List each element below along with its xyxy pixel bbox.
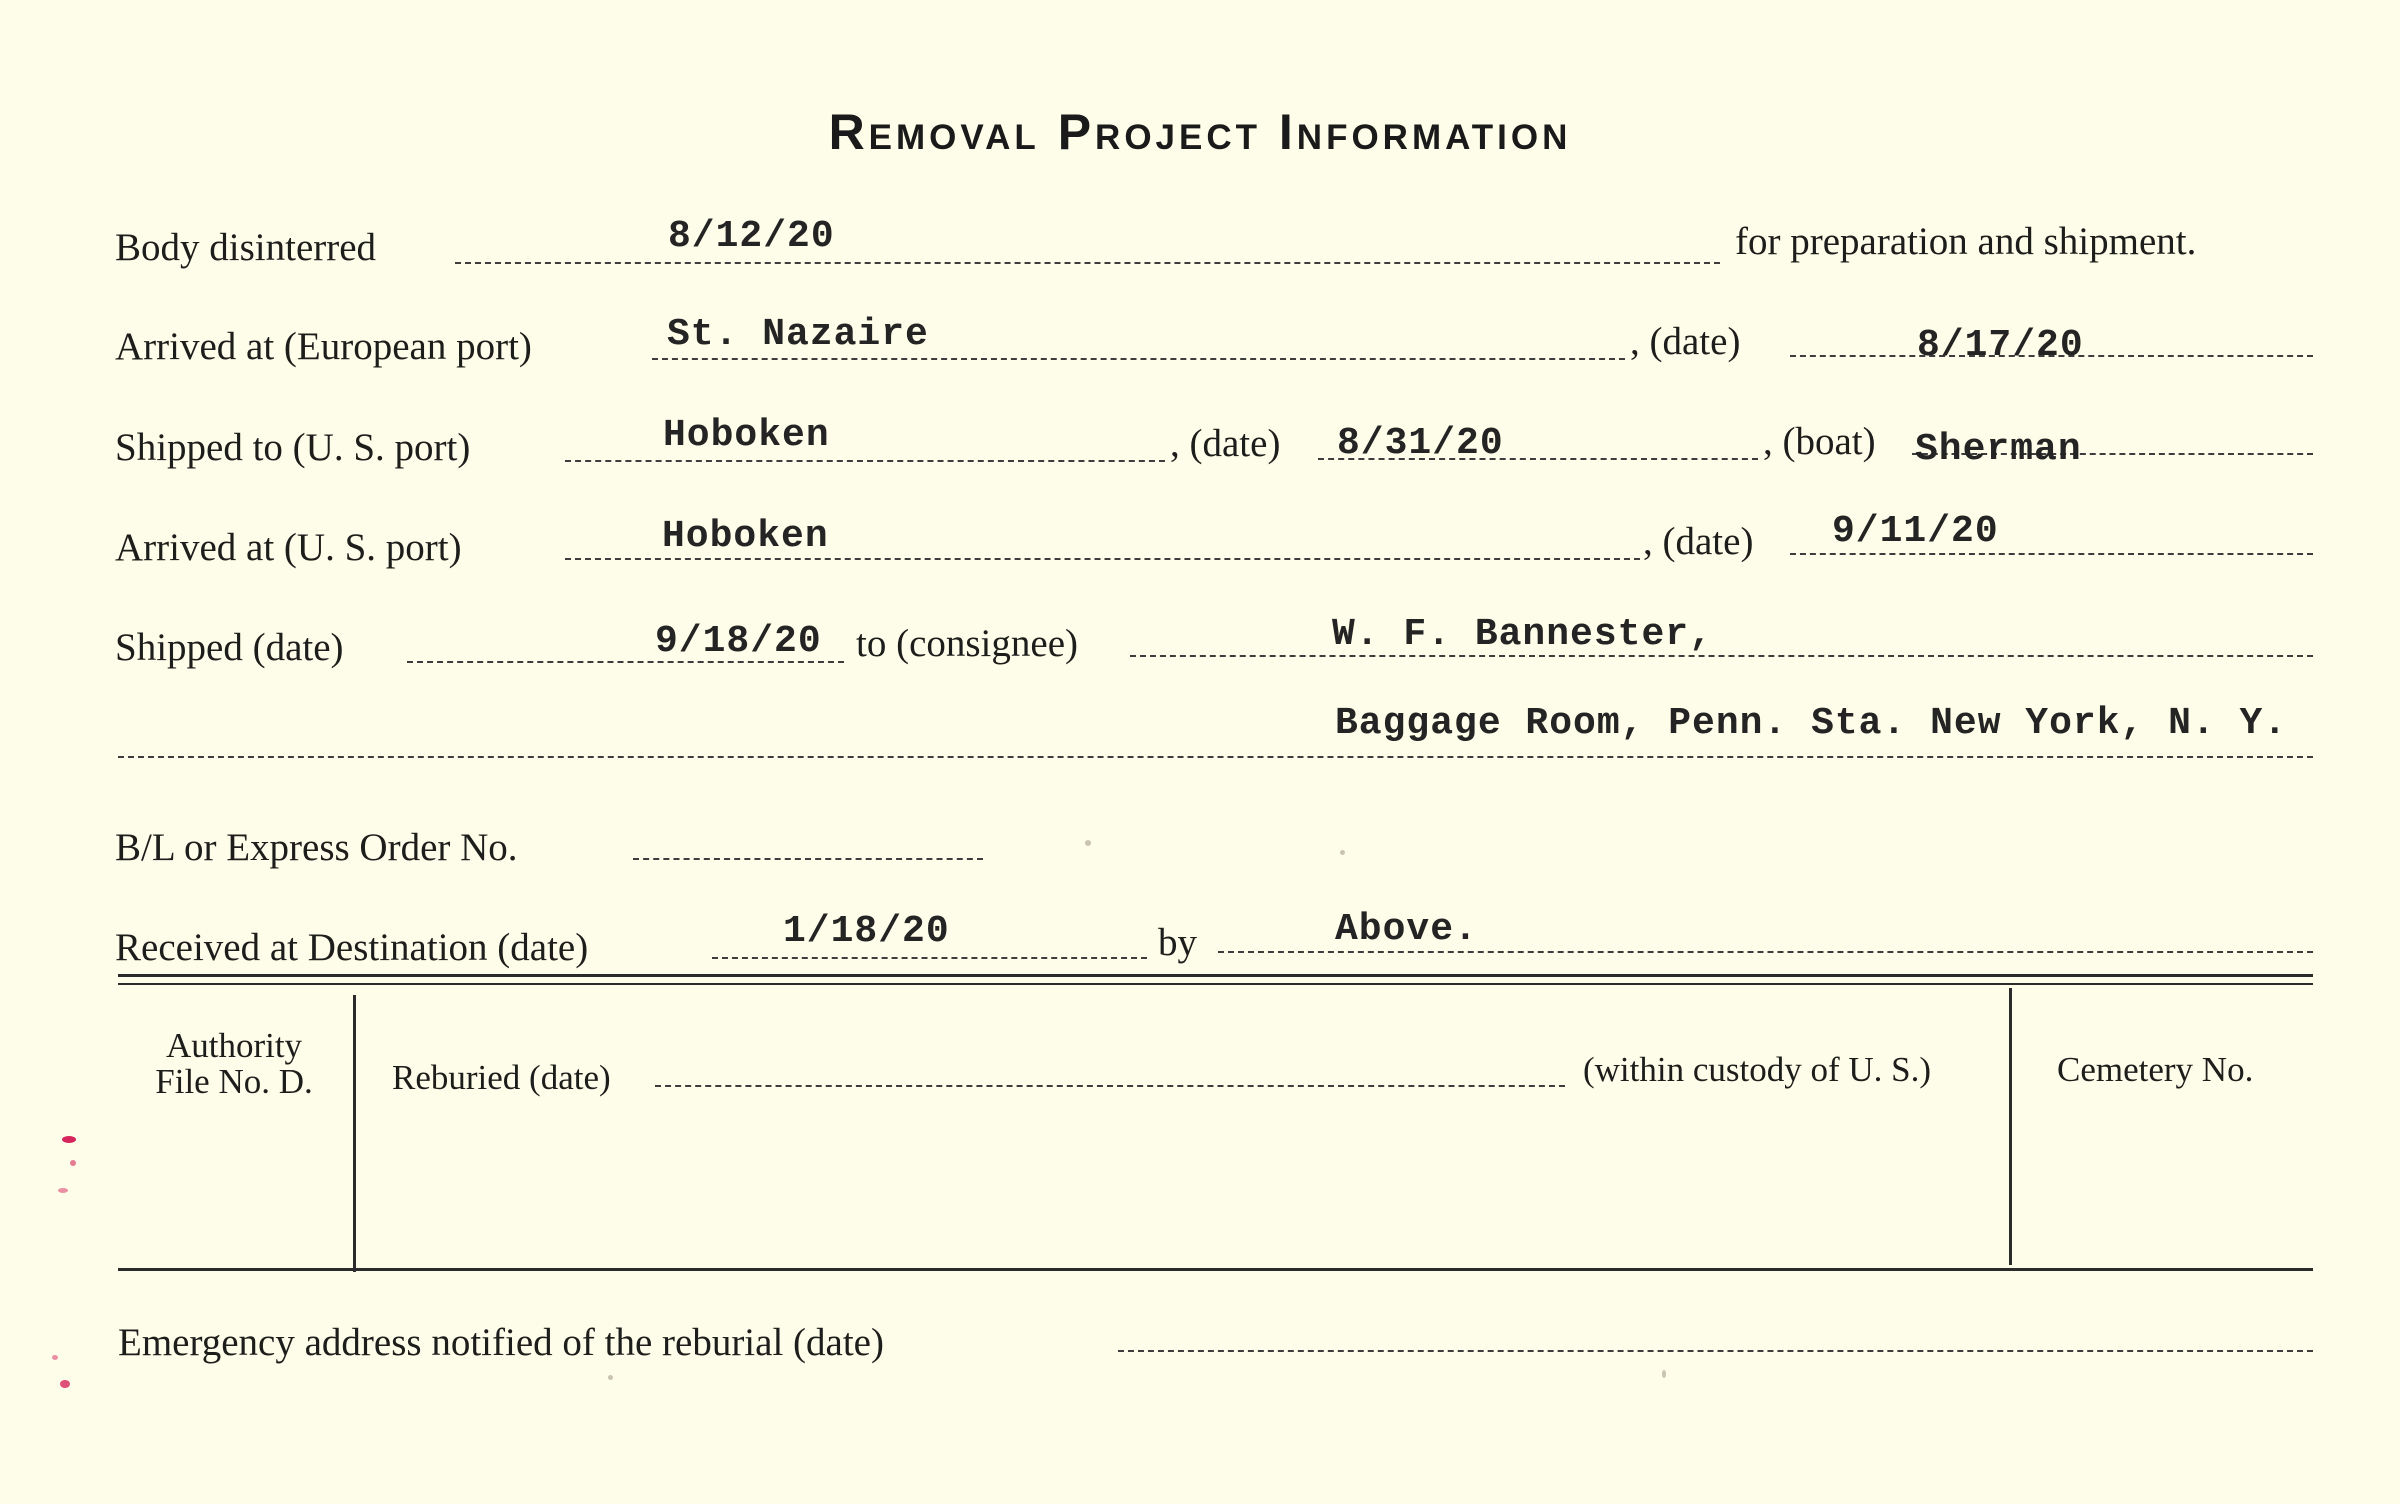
received-by: Above. xyxy=(1335,908,1478,951)
card-title: Removal Project Information xyxy=(828,104,1572,160)
arrived-european-label: Arrived at (European port) xyxy=(115,325,532,368)
received-by-label: by xyxy=(1158,921,1197,964)
table-top-rule xyxy=(118,974,2313,977)
arrived-us-date-label: , (date) xyxy=(1643,520,1754,563)
bl-label: B/L or Express Order No. xyxy=(115,826,518,869)
shipped-us-date-label: , (date) xyxy=(1170,422,1281,465)
red-ink-speck xyxy=(58,1188,68,1193)
shipped-us-port: Hoboken xyxy=(663,414,830,457)
custody-label: (within custody of U. S.) xyxy=(1583,1050,1932,1089)
arrived-european-date: 8/17/20 xyxy=(1917,324,2084,367)
arrived-us-date-line xyxy=(1790,553,2313,555)
arrived-us-label: Arrived at (U. S. port) xyxy=(115,526,462,569)
shipped-us-label: Shipped to (U. S. port) xyxy=(115,426,471,469)
consignee-name: W. F. Bannester, xyxy=(1332,613,1713,656)
shipped-us-boat-label: , (boat) xyxy=(1763,420,1876,463)
paper-spot xyxy=(608,1375,613,1380)
received-by-line xyxy=(1218,951,2313,953)
body-disinterred-label: Body disinterred xyxy=(115,226,377,269)
shipped-us-port-line xyxy=(565,460,1165,462)
paper-spot xyxy=(1340,850,1345,855)
body-disinterred-date: 8/12/20 xyxy=(668,215,835,258)
received-date: 1/18/20 xyxy=(783,910,950,953)
shipped-date: 9/18/20 xyxy=(655,620,822,663)
paper-spot xyxy=(1085,840,1091,846)
paper-spot xyxy=(1662,1370,1666,1378)
consignee-line xyxy=(1130,655,2313,657)
body-disinterred-line xyxy=(455,262,1720,264)
red-ink-mark xyxy=(62,1136,76,1143)
red-ink-speck xyxy=(70,1160,76,1166)
table-top-rule-second xyxy=(118,983,2313,985)
cemetery-no-label: Cemetery No. xyxy=(2057,1050,2254,1089)
received-date-line xyxy=(712,957,1147,959)
arrived-us-port: Hoboken xyxy=(662,515,829,558)
body-disinterred-suffix: for preparation and shipment. xyxy=(1735,220,2197,263)
emergency-label: Emergency address notified of the reburial (date) xyxy=(118,1321,884,1364)
authority-label: Authority xyxy=(165,1026,303,1065)
consignee-address: Baggage Room, Penn. Sta. New York, N. Y. xyxy=(1335,702,2288,745)
authority-file-cell xyxy=(120,1028,348,1100)
reburied-label: Reburied (date) xyxy=(392,1058,611,1097)
red-ink-speck xyxy=(60,1380,70,1388)
received-label: Received at Destination (date) xyxy=(115,926,589,969)
arrived-european-port: St. Nazaire xyxy=(667,313,929,356)
arrived-european-date-label: , (date) xyxy=(1630,320,1741,363)
reburied-line xyxy=(655,1085,1565,1087)
shipped-date-label: Shipped (date) xyxy=(115,626,344,669)
table-bottom-rule xyxy=(118,1268,2313,1271)
shipped-us-boat: Sherman xyxy=(1915,428,2082,471)
arrived-us-port-line xyxy=(565,558,1640,560)
bl-line xyxy=(633,858,983,860)
consignee-address-line xyxy=(118,756,2313,758)
red-ink-speck xyxy=(52,1355,58,1360)
arrived-european-port-line xyxy=(652,358,1625,360)
consignee-label: to (consignee) xyxy=(856,622,1079,665)
shipped-us-date: 8/31/20 xyxy=(1337,422,1504,465)
emergency-line xyxy=(1118,1350,2313,1352)
table-divider-left xyxy=(353,995,356,1272)
table-divider-right xyxy=(2009,988,2012,1265)
file-no-label: File No. D. xyxy=(155,1062,313,1101)
arrived-us-date: 9/11/20 xyxy=(1832,510,1999,553)
